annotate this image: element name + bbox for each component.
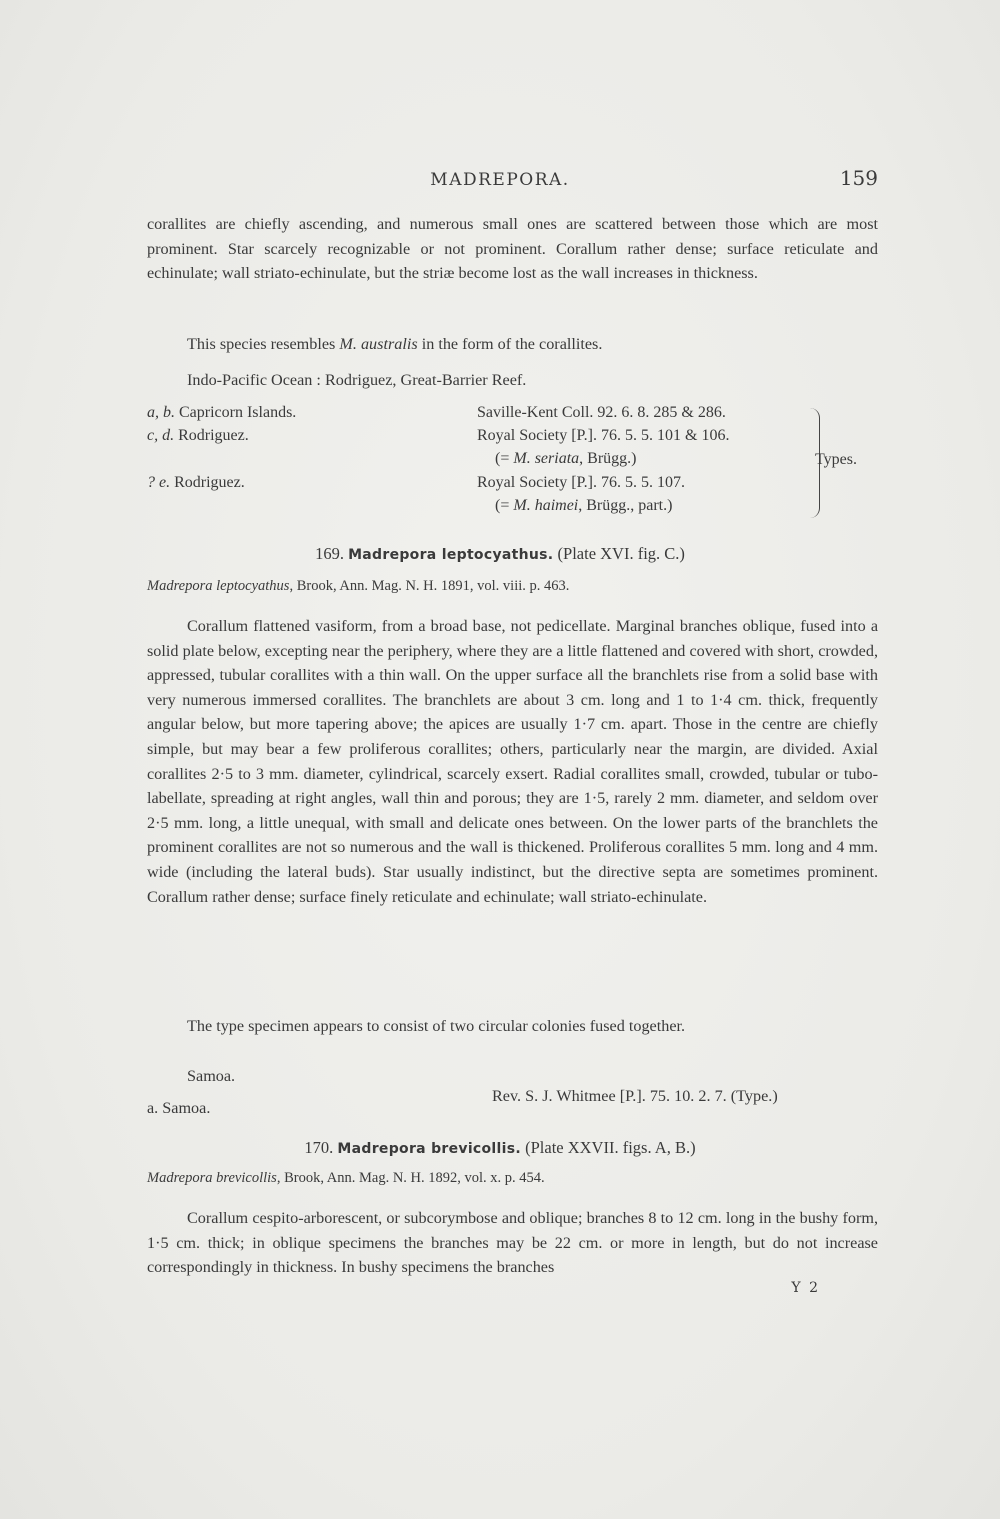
specimen-synonym: (= M. seriata, Brügg.): [495, 450, 637, 467]
specimen-table-168: [147, 404, 887, 522]
species-169-description: Corallum flattened vasiform, from a broad base, not pedicellate. Marginal branches oblique, fused into a solid plate below, excepting near the periphery, where they are a little flattened and covered with short, crowded, appressed, tubular corallites with a thin wall. On the upper surface all the branchlets rise from a solid base with very numerous immersed corallites. The branchlets are about 3 cm. long and 1 to 1·4 cm. thick, frequently angular below, but more tapering above; the apices are usually 1·7 cm. apart. Those in the centre are chiefly simple, but may bear a few proliferous corallites; others, particularly near the margin, are divided. Axial corallites 2·5 to 3 mm. diameter, cylindrical, scarcely exsert. Radial corallites small, crowded, tubular or tubo-labellate, spreading at right angles, wall thin and porous; they are 1·5, rarely 2 mm. diameter, and seldom over 2·5 mm. long, a little unequal, with small and delicate ones between. On the lower parts of the branchlets the prominent corallites are not so numerous and the wall is thickened. Proliferous corallites 5 mm. long and 4 mm. wide (including the lateral buds). Star usually indistinct, but the directive septa are sometimes prominent. Corallum rather dense; surface finely reticulate and echinulate; wall striato-echinulate.: [147, 617, 878, 906]
species-169-specimen: a. Samoa. Rev. S. J. Whitmee [P.]. 75. 10. 2. 7. (Type.): [147, 1096, 878, 1121]
specimen-source: Saville-Kent Coll. 92. 6. 8. 285 & 286.: [477, 404, 726, 421]
species-170-description: Corallum cespito-arborescent, or subcorymbose and oblique; branches 8 to 12 cm. long in the bushy form, 1·5 cm. thick; in oblique specimens the branches may be 22 cm. or more in length, but do not increase correspondingly in thickness. In bushy specimens the branches: [147, 1209, 878, 1277]
specimen-label: ? e. Rodriguez.: [147, 474, 245, 491]
locality-168: Indo-Pacific Ocean : Rodriguez, Great-Barrier Reef.: [187, 371, 527, 389]
specimen-row: [147, 474, 887, 496]
signature-mark: Y 2: [791, 1280, 820, 1296]
resembles-before: This species resembles: [187, 335, 340, 353]
page-number: 159: [839, 166, 878, 190]
specimen-row: [147, 497, 887, 519]
types-label: Types.: [815, 451, 857, 468]
species-170-name: Madrepora brevicollis.: [337, 1141, 521, 1157]
species-169-heading: 169. Madrepora leptocyathus. (Plate XVI. fig. C.): [315, 544, 685, 563]
species-169-citation: Madrepora leptocyathus, Brook, Ann. Mag. N. H. 1891, vol. viii. p. 463.: [147, 578, 570, 594]
specimen-synonym: (= M. haimei, Brügg., part.): [495, 497, 673, 514]
species-170-citation: Madrepora brevicollis, Brook, Ann. Mag. N. H. 1892, vol. x. p. 454.: [147, 1170, 545, 1186]
specimen-row: [147, 450, 887, 472]
species-169-locality: Samoa.: [187, 1067, 236, 1085]
intro-paragraph: corallites are chiefly ascending, and numerous small ones are scattered between those which are most prominent. Star scarcely recognizable or not prominent. Corallum rather dense; surface reticulate and echinulate; wall striato-echinulate, but the striæ become lost as the wall increases in thickness.: [147, 215, 878, 283]
species-169-plate: (Plate XVI. fig. C.): [557, 544, 685, 563]
specimen-label: c, d. Rodriguez.: [147, 427, 249, 444]
running-title: MADREPORA.: [430, 170, 570, 190]
specimen-row: [147, 404, 887, 426]
species-169-specimen-source: Rev. S. J. Whitmee [P.]. 75. 10. 2. 7. (Type.): [492, 1087, 778, 1105]
specimen-source: Royal Society [P.]. 76. 5. 5. 101 & 106.: [477, 427, 730, 444]
species-170-heading: 170. Madrepora brevicollis. (Plate XXVII. figs. A, B.): [304, 1138, 696, 1157]
running-head: [0, 166, 1000, 196]
resembles-species: M. australis: [339, 335, 418, 353]
specimen-label: a, b. Capricorn Islands.: [147, 404, 297, 421]
resembles-paragraph: [147, 332, 878, 357]
species-170-plate: (Plate XXVII. figs. A, B.): [525, 1138, 696, 1157]
species-169-name: Madrepora leptocyathus.: [348, 547, 554, 563]
resembles-after: in the form of the corallites.: [417, 335, 603, 353]
specimen-row: [147, 427, 887, 449]
specimen-source: Royal Society [P.]. 76. 5. 5. 107.: [477, 474, 685, 491]
species-169-type-note: The type specimen appears to consist of two circular colonies fused together.: [187, 1017, 686, 1035]
